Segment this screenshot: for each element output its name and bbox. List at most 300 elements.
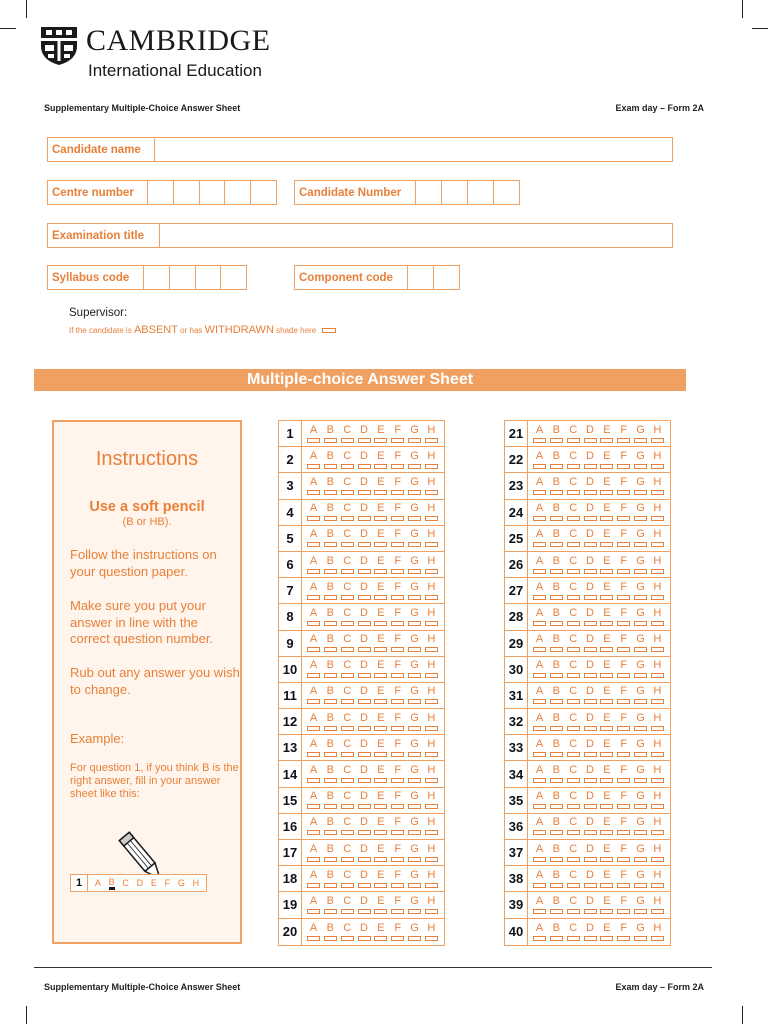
answer-option[interactable]: [358, 788, 371, 813]
answer-bubble[interactable]: [358, 830, 371, 835]
answer-option[interactable]: [374, 526, 387, 551]
answer-bubble[interactable]: [550, 542, 563, 547]
answer-option[interactable]: [425, 814, 438, 839]
answer-option[interactable]: [358, 735, 371, 760]
answer-bubble[interactable]: [634, 621, 647, 626]
answer-bubble[interactable]: [600, 542, 613, 547]
answer-option[interactable]: [600, 657, 613, 682]
answer-bubble[interactable]: [391, 438, 404, 443]
answer-option[interactable]: [425, 526, 438, 551]
answer-bubble[interactable]: [307, 438, 320, 443]
answer-option[interactable]: [408, 631, 421, 656]
answer-bubble[interactable]: [533, 595, 546, 600]
answer-option[interactable]: [324, 683, 337, 708]
answer-bubble[interactable]: [307, 909, 320, 914]
answer-bubble[interactable]: [651, 595, 664, 600]
answer-option[interactable]: [425, 840, 438, 865]
answer-bubble[interactable]: [391, 542, 404, 547]
answer-bubble[interactable]: [358, 647, 371, 652]
answer-option[interactable]: [358, 552, 371, 577]
answer-option[interactable]: [374, 919, 387, 945]
answer-option[interactable]: [600, 631, 613, 656]
answer-bubble[interactable]: [408, 490, 421, 495]
answer-option[interactable]: [408, 473, 421, 498]
answer-bubble[interactable]: [617, 883, 630, 888]
centre-number-box[interactable]: [251, 181, 276, 204]
answer-option[interactable]: [341, 500, 354, 525]
answer-option[interactable]: [324, 526, 337, 551]
answer-option[interactable]: [550, 552, 563, 577]
answer-bubble[interactable]: [307, 699, 320, 704]
answer-option[interactable]: [584, 683, 597, 708]
answer-bubble[interactable]: [391, 830, 404, 835]
answer-bubble[interactable]: [634, 936, 647, 941]
answer-option[interactable]: [358, 814, 371, 839]
answer-option[interactable]: [374, 840, 387, 865]
answer-bubble[interactable]: [307, 752, 320, 757]
answer-bubble[interactable]: [550, 909, 563, 914]
answer-bubble[interactable]: [617, 936, 630, 941]
answer-bubble[interactable]: [408, 647, 421, 652]
answer-option[interactable]: [550, 473, 563, 498]
answer-option[interactable]: [651, 840, 664, 865]
answer-bubble[interactable]: [600, 857, 613, 862]
answer-bubble[interactable]: [324, 752, 337, 757]
answer-bubble[interactable]: [391, 857, 404, 862]
answer-bubble[interactable]: [408, 726, 421, 731]
answer-option[interactable]: [600, 814, 613, 839]
answer-bubble[interactable]: [425, 804, 438, 809]
answer-option[interactable]: [584, 631, 597, 656]
answer-bubble[interactable]: [391, 621, 404, 626]
answer-option[interactable]: [358, 500, 371, 525]
answer-option[interactable]: [550, 866, 563, 891]
answer-option[interactable]: [307, 709, 320, 734]
answer-option[interactable]: [600, 526, 613, 551]
answer-bubble[interactable]: [374, 936, 387, 941]
answer-option[interactable]: [634, 552, 647, 577]
answer-bubble[interactable]: [324, 830, 337, 835]
answer-bubble[interactable]: [374, 883, 387, 888]
answer-bubble[interactable]: [533, 857, 546, 862]
answer-option[interactable]: [567, 866, 580, 891]
answer-option[interactable]: [651, 604, 664, 629]
answer-bubble[interactable]: [391, 490, 404, 495]
answer-bubble[interactable]: [550, 647, 563, 652]
answer-bubble[interactable]: [634, 516, 647, 521]
answer-option[interactable]: [634, 604, 647, 629]
answer-bubble[interactable]: [391, 936, 404, 941]
answer-option[interactable]: [374, 552, 387, 577]
answer-bubble[interactable]: [634, 438, 647, 443]
answer-bubble[interactable]: [374, 909, 387, 914]
answer-bubble[interactable]: [391, 726, 404, 731]
answer-bubble[interactable]: [567, 595, 580, 600]
answer-option[interactable]: [307, 578, 320, 603]
answer-bubble[interactable]: [600, 936, 613, 941]
answer-option[interactable]: [324, 578, 337, 603]
answer-bubble[interactable]: [600, 516, 613, 521]
answer-bubble[interactable]: [567, 883, 580, 888]
answer-option[interactable]: [550, 421, 563, 446]
answer-option[interactable]: [533, 447, 546, 472]
answer-option[interactable]: [307, 892, 320, 917]
answer-option[interactable]: [358, 709, 371, 734]
answer-option[interactable]: [617, 552, 630, 577]
answer-bubble[interactable]: [584, 726, 597, 731]
answer-option[interactable]: [391, 840, 404, 865]
answer-bubble[interactable]: [567, 438, 580, 443]
answer-bubble[interactable]: [341, 647, 354, 652]
answer-bubble[interactable]: [391, 647, 404, 652]
answer-option[interactable]: [358, 631, 371, 656]
answer-option[interactable]: [408, 735, 421, 760]
answer-bubble[interactable]: [324, 464, 337, 469]
answer-bubble[interactable]: [341, 804, 354, 809]
answer-option[interactable]: [617, 919, 630, 945]
answer-option[interactable]: [408, 604, 421, 629]
answer-option[interactable]: [425, 735, 438, 760]
answer-bubble[interactable]: [391, 595, 404, 600]
answer-bubble[interactable]: [324, 883, 337, 888]
answer-bubble[interactable]: [307, 516, 320, 521]
answer-option[interactable]: [600, 500, 613, 525]
answer-bubble[interactable]: [550, 778, 563, 783]
answer-bubble[interactable]: [550, 464, 563, 469]
answer-bubble[interactable]: [651, 936, 664, 941]
answer-option[interactable]: [533, 526, 546, 551]
answer-bubble[interactable]: [408, 830, 421, 835]
answer-bubble[interactable]: [567, 516, 580, 521]
answer-bubble[interactable]: [567, 647, 580, 652]
answer-bubble[interactable]: [651, 778, 664, 783]
answer-option[interactable]: [408, 552, 421, 577]
answer-bubble[interactable]: [307, 830, 320, 835]
answer-bubble[interactable]: [408, 438, 421, 443]
answer-bubble[interactable]: [391, 699, 404, 704]
answer-option[interactable]: [651, 578, 664, 603]
answer-option[interactable]: [358, 761, 371, 786]
answer-bubble[interactable]: [324, 726, 337, 731]
answer-bubble[interactable]: [634, 726, 647, 731]
answer-option[interactable]: [307, 657, 320, 682]
answer-option[interactable]: [550, 500, 563, 525]
answer-bubble[interactable]: [408, 909, 421, 914]
answer-bubble[interactable]: [341, 542, 354, 547]
answer-option[interactable]: [307, 500, 320, 525]
answer-option[interactable]: [600, 421, 613, 446]
answer-option[interactable]: [324, 814, 337, 839]
answer-option[interactable]: [651, 500, 664, 525]
answer-bubble[interactable]: [600, 464, 613, 469]
answer-option[interactable]: [408, 421, 421, 446]
answer-option[interactable]: [651, 552, 664, 577]
answer-bubble[interactable]: [324, 936, 337, 941]
answer-option[interactable]: [533, 683, 546, 708]
answer-option[interactable]: [358, 892, 371, 917]
answer-bubble[interactable]: [550, 516, 563, 521]
answer-option[interactable]: [617, 683, 630, 708]
answer-option[interactable]: [651, 761, 664, 786]
answer-bubble[interactable]: [567, 752, 580, 757]
answer-option[interactable]: [374, 788, 387, 813]
answer-option[interactable]: [550, 447, 563, 472]
answer-option[interactable]: [391, 709, 404, 734]
answer-bubble[interactable]: [307, 804, 320, 809]
answer-option[interactable]: [425, 631, 438, 656]
answer-bubble[interactable]: [341, 752, 354, 757]
centre-number-box[interactable]: [225, 181, 251, 204]
answer-bubble[interactable]: [341, 569, 354, 574]
answer-option[interactable]: [425, 657, 438, 682]
answer-bubble[interactable]: [408, 857, 421, 862]
answer-option[interactable]: [374, 657, 387, 682]
answer-bubble[interactable]: [567, 778, 580, 783]
answer-bubble[interactable]: [374, 673, 387, 678]
answer-bubble[interactable]: [425, 909, 438, 914]
answer-bubble[interactable]: [567, 909, 580, 914]
answer-bubble[interactable]: [600, 830, 613, 835]
answer-option[interactable]: [374, 683, 387, 708]
answer-bubble[interactable]: [307, 490, 320, 495]
answer-bubble[interactable]: [408, 778, 421, 783]
answer-option[interactable]: [634, 657, 647, 682]
answer-bubble[interactable]: [584, 595, 597, 600]
answer-bubble[interactable]: [324, 542, 337, 547]
answer-bubble[interactable]: [617, 778, 630, 783]
answer-bubble[interactable]: [600, 673, 613, 678]
answer-bubble[interactable]: [600, 909, 613, 914]
answer-bubble[interactable]: [358, 673, 371, 678]
answer-bubble[interactable]: [374, 778, 387, 783]
answer-bubble[interactable]: [567, 830, 580, 835]
answer-bubble[interactable]: [634, 778, 647, 783]
answer-option[interactable]: [408, 447, 421, 472]
answer-bubble[interactable]: [533, 883, 546, 888]
answer-option[interactable]: [617, 421, 630, 446]
answer-option[interactable]: [600, 866, 613, 891]
answer-option[interactable]: [408, 500, 421, 525]
answer-option[interactable]: [341, 657, 354, 682]
answer-bubble[interactable]: [358, 516, 371, 521]
answer-option[interactable]: [550, 578, 563, 603]
answer-bubble[interactable]: [651, 542, 664, 547]
answer-option[interactable]: [533, 892, 546, 917]
answer-option[interactable]: [358, 683, 371, 708]
answer-bubble[interactable]: [550, 883, 563, 888]
answer-bubble[interactable]: [425, 830, 438, 835]
answer-option[interactable]: [600, 788, 613, 813]
answer-option[interactable]: [425, 578, 438, 603]
answer-option[interactable]: [651, 735, 664, 760]
answer-option[interactable]: [391, 552, 404, 577]
answer-option[interactable]: [307, 840, 320, 865]
candidate-number-box[interactable]: [416, 181, 442, 204]
answer-bubble[interactable]: [533, 804, 546, 809]
answer-option[interactable]: [341, 866, 354, 891]
answer-option[interactable]: [567, 683, 580, 708]
answer-bubble[interactable]: [391, 569, 404, 574]
answer-bubble[interactable]: [408, 673, 421, 678]
answer-option[interactable]: [533, 473, 546, 498]
answer-option[interactable]: [550, 683, 563, 708]
answer-option[interactable]: [358, 473, 371, 498]
answer-bubble[interactable]: [374, 857, 387, 862]
answer-option[interactable]: [408, 578, 421, 603]
answer-bubble[interactable]: [425, 490, 438, 495]
answer-bubble[interactable]: [391, 752, 404, 757]
centre-number-box[interactable]: [148, 181, 174, 204]
answer-option[interactable]: [584, 840, 597, 865]
answer-option[interactable]: [634, 578, 647, 603]
answer-option[interactable]: [341, 814, 354, 839]
answer-option[interactable]: [324, 500, 337, 525]
answer-bubble[interactable]: [408, 936, 421, 941]
answer-option[interactable]: [634, 526, 647, 551]
answer-option[interactable]: [391, 604, 404, 629]
answer-bubble[interactable]: [425, 464, 438, 469]
answer-bubble[interactable]: [600, 883, 613, 888]
answer-option[interactable]: [358, 840, 371, 865]
answer-bubble[interactable]: [651, 569, 664, 574]
answer-option[interactable]: [307, 473, 320, 498]
answer-bubble[interactable]: [634, 883, 647, 888]
answer-option[interactable]: [550, 892, 563, 917]
answer-option[interactable]: [307, 866, 320, 891]
answer-bubble[interactable]: [324, 699, 337, 704]
answer-bubble[interactable]: [341, 673, 354, 678]
answer-bubble[interactable]: [634, 464, 647, 469]
answer-bubble[interactable]: [533, 778, 546, 783]
answer-option[interactable]: [391, 919, 404, 945]
answer-option[interactable]: [408, 840, 421, 865]
answer-option[interactable]: [324, 735, 337, 760]
answer-option[interactable]: [651, 788, 664, 813]
answer-bubble[interactable]: [307, 778, 320, 783]
answer-bubble[interactable]: [584, 569, 597, 574]
answer-option[interactable]: [550, 788, 563, 813]
answer-option[interactable]: [374, 709, 387, 734]
answer-option[interactable]: [408, 814, 421, 839]
answer-bubble[interactable]: [617, 673, 630, 678]
answer-bubble[interactable]: [617, 542, 630, 547]
answer-bubble[interactable]: [358, 857, 371, 862]
answer-option[interactable]: [617, 709, 630, 734]
answer-bubble[interactable]: [533, 647, 546, 652]
answer-bubble[interactable]: [567, 804, 580, 809]
examination-title-field[interactable]: [47, 223, 673, 248]
answer-option[interactable]: [391, 526, 404, 551]
answer-option[interactable]: [425, 709, 438, 734]
answer-option[interactable]: [391, 761, 404, 786]
answer-option[interactable]: [550, 735, 563, 760]
answer-option[interactable]: [408, 683, 421, 708]
answer-option[interactable]: [341, 892, 354, 917]
answer-option[interactable]: [324, 761, 337, 786]
answer-bubble[interactable]: [651, 464, 664, 469]
answer-bubble[interactable]: [651, 857, 664, 862]
answer-bubble[interactable]: [358, 490, 371, 495]
answer-bubble[interactable]: [307, 647, 320, 652]
answer-bubble[interactable]: [425, 595, 438, 600]
answer-bubble[interactable]: [617, 569, 630, 574]
answer-option[interactable]: [617, 526, 630, 551]
answer-option[interactable]: [324, 709, 337, 734]
answer-option[interactable]: [307, 683, 320, 708]
answer-option[interactable]: [600, 735, 613, 760]
answer-bubble[interactable]: [533, 752, 546, 757]
answer-bubble[interactable]: [651, 621, 664, 626]
answer-option[interactable]: [550, 919, 563, 945]
answer-option[interactable]: [324, 447, 337, 472]
answer-option[interactable]: [533, 604, 546, 629]
answer-bubble[interactable]: [324, 673, 337, 678]
answer-option[interactable]: [408, 919, 421, 945]
answer-option[interactable]: [324, 604, 337, 629]
answer-bubble[interactable]: [584, 516, 597, 521]
answer-option[interactable]: [341, 421, 354, 446]
answer-bubble[interactable]: [584, 673, 597, 678]
answer-option[interactable]: [341, 473, 354, 498]
answer-option[interactable]: [533, 500, 546, 525]
answer-bubble[interactable]: [425, 542, 438, 547]
answer-option[interactable]: [341, 735, 354, 760]
answer-option[interactable]: [341, 919, 354, 945]
answer-option[interactable]: [584, 866, 597, 891]
answer-bubble[interactable]: [374, 752, 387, 757]
answer-bubble[interactable]: [324, 804, 337, 809]
answer-bubble[interactable]: [634, 569, 647, 574]
answer-bubble[interactable]: [358, 542, 371, 547]
answer-bubble[interactable]: [533, 569, 546, 574]
answer-bubble[interactable]: [584, 778, 597, 783]
answer-option[interactable]: [567, 578, 580, 603]
answer-option[interactable]: [584, 919, 597, 945]
answer-bubble[interactable]: [408, 595, 421, 600]
answer-bubble[interactable]: [550, 752, 563, 757]
answer-bubble[interactable]: [374, 464, 387, 469]
answer-option[interactable]: [341, 709, 354, 734]
answer-bubble[interactable]: [391, 673, 404, 678]
answer-bubble[interactable]: [425, 936, 438, 941]
answer-option[interactable]: [533, 578, 546, 603]
answer-bubble[interactable]: [533, 490, 546, 495]
answer-option[interactable]: [425, 866, 438, 891]
answer-option[interactable]: [374, 631, 387, 656]
answer-bubble[interactable]: [584, 936, 597, 941]
answer-bubble[interactable]: [634, 673, 647, 678]
answer-option[interactable]: [324, 552, 337, 577]
answer-option[interactable]: [634, 709, 647, 734]
answer-option[interactable]: [634, 683, 647, 708]
answer-option[interactable]: [358, 919, 371, 945]
answer-option[interactable]: [600, 892, 613, 917]
answer-option[interactable]: [533, 761, 546, 786]
answer-bubble[interactable]: [550, 936, 563, 941]
answer-bubble[interactable]: [391, 516, 404, 521]
answer-bubble[interactable]: [307, 857, 320, 862]
answer-bubble[interactable]: [600, 490, 613, 495]
answer-option[interactable]: [550, 761, 563, 786]
answer-option[interactable]: [567, 552, 580, 577]
answer-bubble[interactable]: [584, 647, 597, 652]
answer-option[interactable]: [358, 657, 371, 682]
answer-option[interactable]: [584, 735, 597, 760]
answer-option[interactable]: [584, 788, 597, 813]
answer-bubble[interactable]: [358, 726, 371, 731]
answer-option[interactable]: [584, 473, 597, 498]
answer-option[interactable]: [600, 447, 613, 472]
